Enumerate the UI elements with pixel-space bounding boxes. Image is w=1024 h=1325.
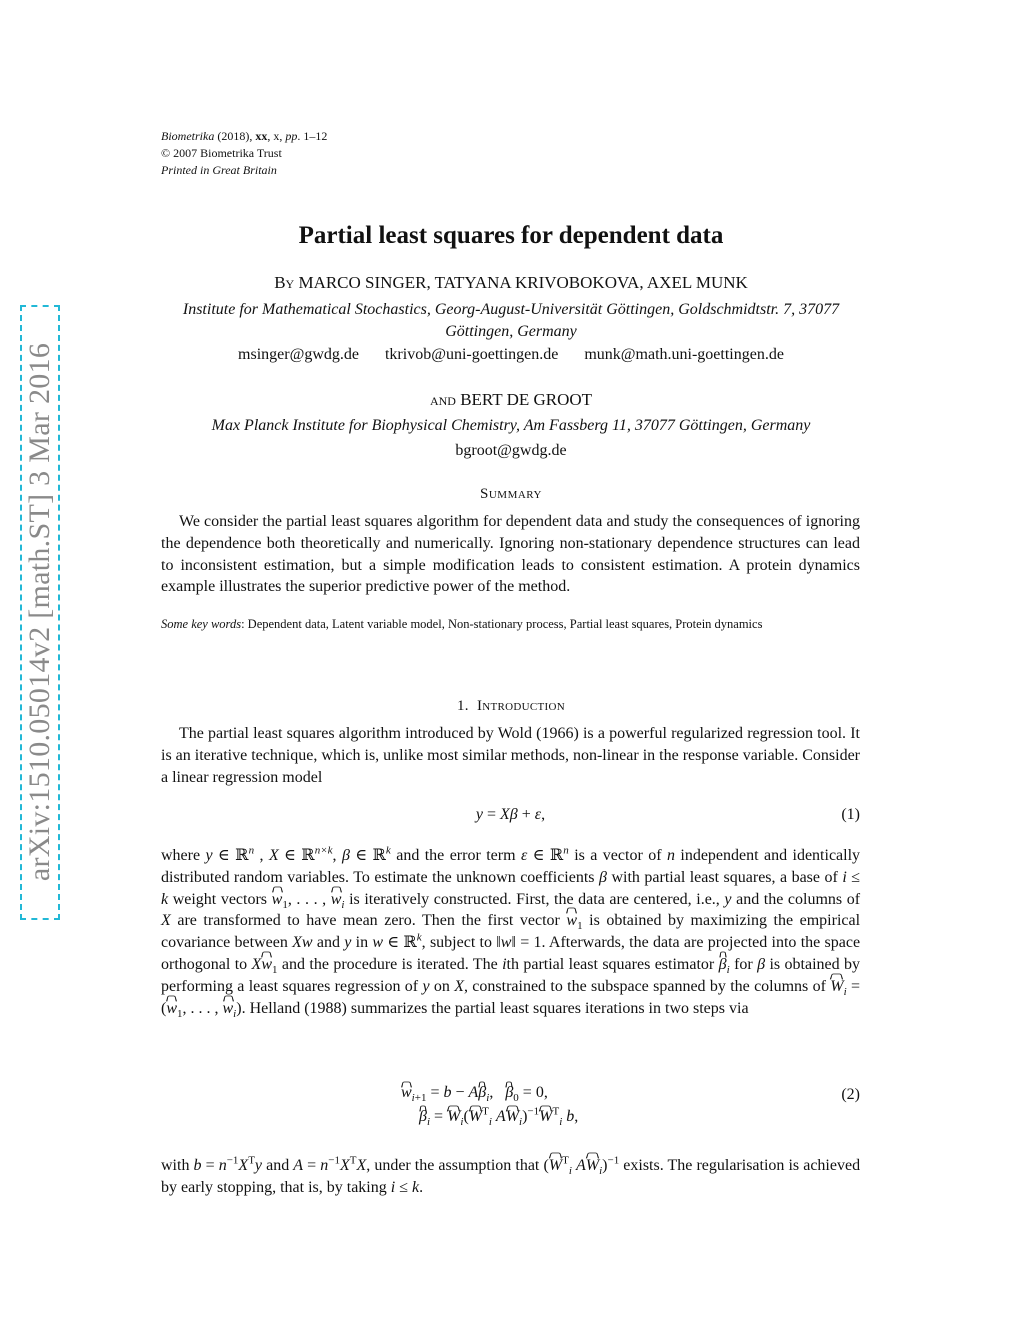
arxiv-identifier: arXiv:1510.05014v2 [math.ST] 3 Mar 2016 xyxy=(23,342,56,882)
equation-1 xyxy=(161,806,860,830)
key-words-label: Some key words xyxy=(161,617,242,631)
paper-title: Partial least squares for dependent data xyxy=(298,222,724,249)
email-degroot[interactable]: bgroot@gwdg.de xyxy=(455,442,567,459)
email-singer[interactable]: msinger@gwdg.de xyxy=(238,346,359,363)
equation-1-body: y = Xβ + ε, xyxy=(475,806,546,823)
summary-text: We consider the partial least squares algorithm for dependent data and study the consequences of ignoring the dependence both theoretically and numerically. Ignoring non-stationary dependence structures can lead to inconsistent estimation, but a simple modification leads to consistent estimation. A protein dynamics example illustrates the superior predictive power of the method. xyxy=(161,513,860,596)
author-emails xyxy=(150,346,872,364)
intro-paragraph-3: with $b = n^{-1}X^Ty$ and $A = n^{-1}X^TX$, under the assumption that ($W^T_i$ $AW_i)^{-1}$ exists. The regularisation is achieved by early stopping, that is, by taking i ≤ k. xyxy=(161,1154,861,1196)
summary-heading: Summary xyxy=(480,486,542,502)
key-words xyxy=(161,616,860,633)
journal-copyright: © 2007 Biometrika Trust xyxy=(161,146,282,160)
journal-citation: Biometrika (2018), xx, x, pp. 1–12 xyxy=(161,129,328,143)
affiliation: Institute for Mathematical Stochastics, Georg-August-Universität Göttingen, Goldschmidtstr. 7, 37077 Göttingen, Germany xyxy=(182,301,840,340)
journal-volume: xx xyxy=(255,129,268,143)
and-word: and xyxy=(429,390,456,409)
equation-2 xyxy=(161,1084,860,1136)
section-number: 1. xyxy=(456,698,469,714)
arxiv-stamp xyxy=(14,305,64,920)
intro-paragraph-1: The partial least squares algorithm introduced by Wold (1966) is a powerful regularized regression tool. It is an iterative technique, which is, unlike most similar methods, non-linear in the response variable. Consider a linear regression model xyxy=(161,725,860,786)
journal-printed: Printed in Great Britain xyxy=(161,163,277,177)
email-munk[interactable]: munk@math.uni-goettingen.de xyxy=(584,346,784,363)
author-names: MARCO SINGER, TATYANA KRIVOBOKOVA, AXEL MUNK xyxy=(298,273,748,292)
journal-header xyxy=(161,128,327,179)
equation-2-line-2: $\beta_i = W_i(W^T_i$ $AW_i)^{-1}W^T_i$ b, xyxy=(419,1105,579,1129)
by-word: By xyxy=(274,273,295,292)
journal-name: Biometrika xyxy=(161,129,215,143)
equation-2-line-1: $w_{i+1} = b - A\beta_i$, $\beta_0 = 0$, xyxy=(401,1084,548,1105)
authors-second xyxy=(150,390,872,410)
author-name-2: BERT DE GROOT xyxy=(460,390,593,409)
email-krivobokova[interactable]: tkrivob@uni-goettingen.de xyxy=(384,346,559,363)
key-words-list: : Dependent data, Latent variable model, Non-stationary process, Partial least squares, Protein dynamics xyxy=(241,617,763,631)
section-heading-introduction xyxy=(150,698,872,715)
affiliation-second: Max Planck Institute for Biophysical Chemistry, Am Fassberg 11, 37077 Göttingen, Germany xyxy=(211,417,811,434)
authors xyxy=(150,273,872,293)
section-title: Introduction xyxy=(476,698,565,714)
equation-2-number: (2) xyxy=(841,1086,860,1103)
equation-1-number: (1) xyxy=(841,806,860,823)
intro-paragraph-2: where y ∈ ℝ$^n$ , X ∈ ℝ$^{n\times k}$, β ∈ ℝ$^k$ and the error term ε ∈ ℝ$^n$ is a vector of n independent and identically distributed random variables. To estimate the unknown coefficients β with partial least squares, a base of i ≤ k weight vectors $w_1$, . . . , $w_i$ is iteratively constructed. First, the data are centered, i.e., y and the columns of X are transformed to have mean zero. Then the first vector $w_1$ is obtained by maximizing the empirical covariance between Xw and y in w ∈ ℝ$^k$, subject to ‖w‖ = 1. Afterwards, the data are projected into the space orthogonal to $Xw_1$ and the procedure is iterated. The ith partial least squares estimator $\beta_i$ for β is obtained by performing a least squares regression of y on X, constrained to the subspace spanned by the columns of $W_i = (w_1$, . . . , $w_i$). Helland (1988) summarizes the partial least squares iterations in two steps via xyxy=(161,844,861,1020)
